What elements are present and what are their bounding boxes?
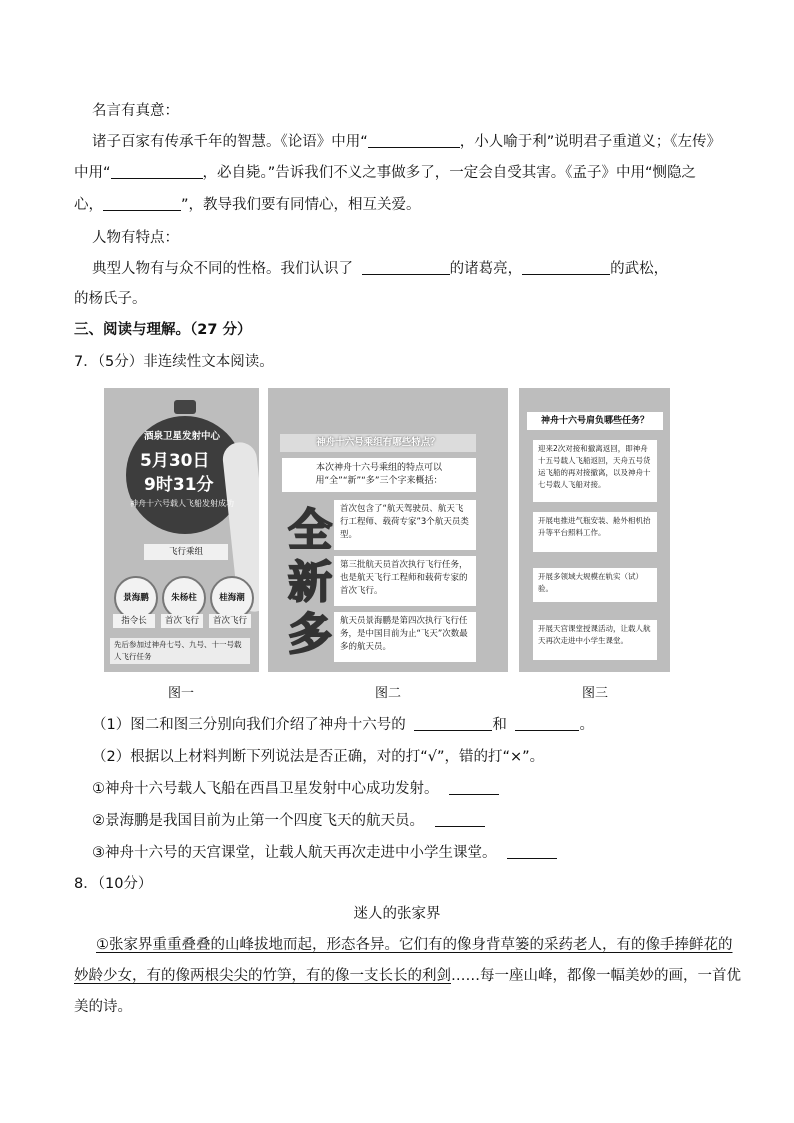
- blank-lunyu[interactable]: [368, 133, 460, 148]
- fig2-title: 神舟十六号乘组有哪些特点？: [280, 434, 476, 452]
- blank-s1[interactable]: [449, 780, 499, 795]
- quotes-heading: 名言有真意：: [92, 103, 179, 119]
- q8-para1-line3: 美的诗。: [74, 999, 132, 1015]
- quotes-line-3a: 心，: [74, 197, 103, 213]
- fig2-big-duo: 多: [288, 609, 332, 660]
- stopwatch-knob: [174, 400, 196, 414]
- fig3-task-4: 开展天宫课堂授课活动，让载人航天再次走进中小学生课堂。: [533, 620, 657, 660]
- fig1-success: 神舟十六号载人飞船发射成功: [130, 499, 234, 508]
- fig1-date: 5月30日: [140, 451, 210, 471]
- q7-sub2: （2）根据以上材料判断下列说法是否正确，对的打“√”，错的打“×”。: [92, 749, 545, 765]
- q8-para1-line2-underlined: 妙龄少女，有的像两根尖尖的竹笋，有的像一支长长的利剑: [74, 968, 451, 984]
- q8-para1-line2-rest: ……每一座山峰，都像一幅美妙的画，一首优: [451, 968, 741, 984]
- q7-s3-text: ③神舟十六号的天宫课堂，让载人航天再次走进中小学生课堂。: [92, 845, 497, 861]
- q8-passage-title: 迷人的张家界: [353, 906, 441, 922]
- people-line-1: [92, 259, 668, 279]
- q7-sub1a: （1）图二和图三分别向我们介绍了神舟十六号的: [92, 717, 406, 733]
- fig2-intro: 本次神舟十六号乘组的特点可以用“全”“新”“多”三个字来概括：: [282, 458, 476, 492]
- q7-statement-3: [92, 843, 557, 863]
- people-line-2: 的杨氏子。: [74, 291, 147, 307]
- q8-para1-line2: [74, 966, 741, 986]
- people-line-1c: 的武松，: [610, 261, 669, 277]
- q7-sub1: [92, 715, 594, 735]
- q7-sub1b: 和: [492, 717, 507, 733]
- figure-2: [268, 388, 508, 672]
- fig1-time: 9时31分: [144, 475, 214, 495]
- q7-statement-1: [92, 779, 499, 799]
- quotes-line-3: [74, 195, 421, 215]
- blank-zhugeliang[interactable]: [362, 260, 450, 275]
- q8-para1-line1: ①张家界重重叠叠的山峰拔地而起，形态各异。它们有的像身背草篓的采药老人，有的像手捧鲜花的: [96, 937, 733, 953]
- crew-member-1: 景海鹏: [114, 576, 158, 620]
- crew-role-3: 首次飞行: [209, 614, 251, 628]
- blank-s3[interactable]: [507, 844, 557, 859]
- fig2-big-xin: 新: [288, 557, 332, 608]
- blank-zuozhuan[interactable]: [111, 164, 203, 179]
- part3-heading: 三、阅读与理解。（27 分）: [74, 322, 252, 338]
- blank-s2[interactable]: [435, 812, 485, 827]
- fig2-big-quan: 全: [288, 505, 332, 556]
- people-line-1a: 典型人物有与众不同的性格。我们认识了: [92, 261, 353, 277]
- crew-role-1: 指令长: [113, 614, 155, 628]
- fig1-center: 酒泉卫星发射中心: [144, 431, 221, 442]
- fig2-point-2: 第三批航天员首次执行飞行任务，也是航天飞行工程师和载荷专家的首次飞行。: [334, 556, 476, 606]
- quotes-line-2: [74, 163, 696, 183]
- q7-statement-2: [92, 811, 485, 831]
- fig3-task-2: 开展电推进气瓶安装、舱外相机抬升等平台照料工作。: [533, 512, 657, 552]
- crew-role-2: 首次飞行: [161, 614, 203, 628]
- crew-member-3: 桂海潮: [210, 576, 254, 620]
- q7-s1-text: ①神舟十六号载人飞船在西昌卫星发射中心成功发射。: [92, 781, 439, 797]
- blank-fig3-topic[interactable]: [515, 716, 579, 731]
- quotes-line-1: [92, 132, 721, 152]
- blank-mengzi[interactable]: [103, 196, 181, 211]
- q7-s2-text: ②景海鹏是我国目前为止第一个四度飞天的航天员。: [92, 813, 424, 829]
- quotes-line-1a: 诸子百家有传承千年的智慧。《论语》中用“: [92, 134, 368, 150]
- fig2-point-1: 首次包含了“航天驾驶员、航天飞行工程师、载荷专家”3个航天员类型。: [334, 500, 476, 550]
- fig1-crew-title: 飞行乘组: [144, 544, 228, 560]
- fig-label-1: 图一: [167, 686, 194, 701]
- blank-fig2-topic[interactable]: [414, 716, 492, 731]
- fig2-point-3: 航天员景海鹏是第四次执行飞行任务，是中国目前为止“飞天”次数最多的航天员。: [334, 612, 476, 662]
- quotes-line-2b: ，必自毙。”告诉我们不义之事做多了，一定会自受其害。《孟子》中用“恻隐之: [202, 165, 697, 181]
- quotes-line-2a: 中用“: [74, 165, 111, 181]
- fig3-task-1: 迎来2次对接和撤离返回，即神舟十五号载人飞船返回，天舟五号货运飞船的再对接撤离，以及神舟十七号载人飞船对接。: [533, 440, 657, 502]
- q8-stem: 8．（10分）: [74, 876, 153, 892]
- people-heading: 人物有特点：: [92, 230, 179, 246]
- fig1-note: 先后参加过神舟七号、九号、十一号载人飞行任务: [110, 638, 250, 664]
- fig3-task-3: 开展多领域大规模在轨实（试）验。: [533, 568, 657, 602]
- fig3-title: 神舟十六号肩负哪些任务？: [527, 412, 663, 430]
- quotes-line-1b: ，小人喻于利”说明君子重道义；《左传》: [459, 134, 722, 150]
- fig-label-3: 图三: [581, 686, 608, 701]
- fig-label-2: 图二: [374, 686, 401, 701]
- people-line-1b: 的诸葛亮，: [449, 261, 523, 277]
- quotes-line-3b: ”，教导我们要有同情心，相互关爱。: [181, 197, 421, 213]
- blank-wusong[interactable]: [522, 260, 610, 275]
- figure-1: [104, 388, 259, 672]
- q7-sub1c: 。: [579, 717, 594, 733]
- crew-member-2: 朱杨柱: [162, 576, 206, 620]
- figure-3: [519, 388, 670, 672]
- q7-stem: 7．（5分）非连续性文本阅读。: [74, 354, 274, 370]
